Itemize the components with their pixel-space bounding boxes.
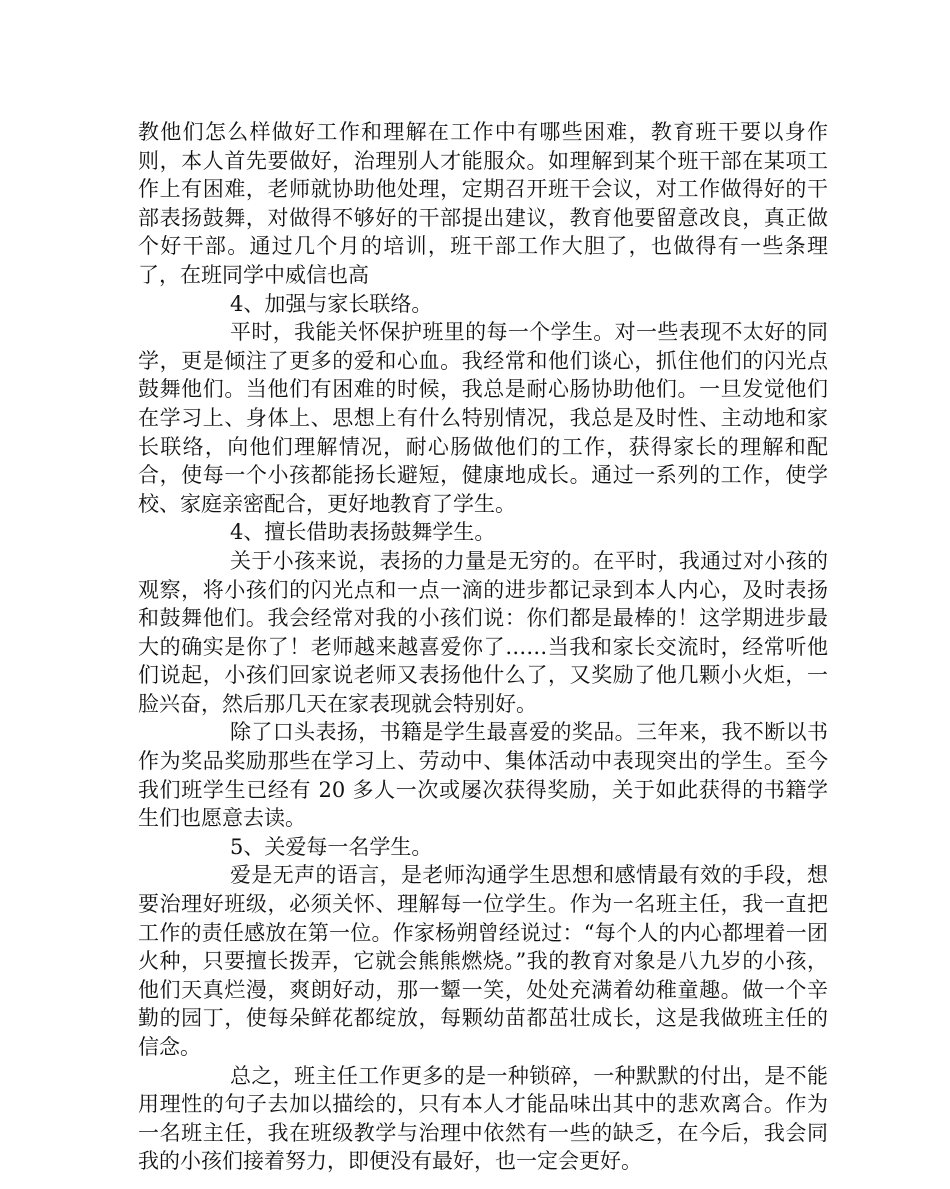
paragraph-conclusion: 总之，班主任工作更多的是一种锁碎，一种默默的付出，是不能用理性的句子去加以描绘的，只有本人才能品味出其中的悲欢离合。作为一名班主任，我在班级教学与治理中依然有一些的缺乏，在今后，我会同我的小孩们接着努力，即便没有最好，也一定会更好。 (138, 1063, 828, 1174)
paragraph-praise: 关于小孩来说，表扬的力量是无穷的。在平时，我通过对小孩的观察，将小孩们的闪光点和一点一滴的进步都记录到本人内心，及时表扬和鼓舞他们。我会经常对我的小孩们说：你们都是最棒的！这学期进步最大的确实是你了！老师越来越喜爱你了……当我和家长交流时，经常听他们说起，小孩们回家说老师又表扬他什么了，又奖励了他几颗小火炬，一脸兴奋，然后那几天在家表现就会特别好。 (138, 548, 828, 716)
paragraph-care: 爱是无声的语言，是老师沟通学生思想和感情最有效的手段，想要治理好班级，必须关怀、理解每一位学生。作为一名班主任，我一直把工作的责任感放在第一位。作家杨朔曾经说过：“每个人的内心都埋着一团火种，只要擅长拨弄，它就会熊熊燃烧。”我的教育对象是八九岁的小孩，他们天真烂漫，爽朗好动，那一颦一笑，处处充满着幼稚童趣。做一个辛勤的园丁，使每朵鲜花都绽放，每颗幼苗都茁壮成长，这是我做班主任的信念。 (138, 863, 828, 1059)
section-heading-care: 5、关爱每一名学生。 (230, 834, 433, 859)
paragraph-book-rewards: 除了口头表扬，书籍是学生最喜爱的奖品。三年来，我不断以书作为奖品奖励那些在学习上、劳动中、集体活动中表现突出的学生。至今我们班学生已经有 20 多人一次或屡次获得奖励，关于如此获得的书籍学生们也愿意去读。 (138, 720, 828, 831)
paragraph-continuation: 教他们怎么样做好工作和理解在工作中有哪些困难，教育班干要以身作则，本人首先要做好，治理别人才能服众。如理解到某个班干部在某项工作上有困难，老师就协助他处理，定期召开班干会议，对工作做得好的干部表扬鼓舞，对做得不够好的干部提出建议，教育他要留意改良，真正做个好干部。通过几个月的培训，班干部工作大胆了，也做得有一些条理了，在班同学中威信也高 (138, 120, 828, 287)
paragraph-parent-contact: 平时，我能关怀保护班里的每一个学生。对一些表现不太好的同学，更是倾注了更多的爱和心血。我经常和他们谈心，抓住他们的闪光点鼓舞他们。当他们有困难的时候，我总是耐心肠协助他们。一旦发觉他们在学习上、身体上、思想上有什么特别情况，我总是及时性、主动地和家长联络，向他们理解情况，耐心肠做他们的工作，获得家长的理解和配合，使每一个小孩都能扬长避短，健康地成长。通过一系列的工作，使学校、家庭亲密配合，更好地教育了学生。 (138, 320, 828, 516)
section-heading-parent-contact: 4、加强与家长联络。 (230, 291, 433, 316)
section-heading-praise: 4、擅长借助表扬鼓舞学生。 (230, 520, 496, 545)
document-page (138, 118, 828, 1176)
